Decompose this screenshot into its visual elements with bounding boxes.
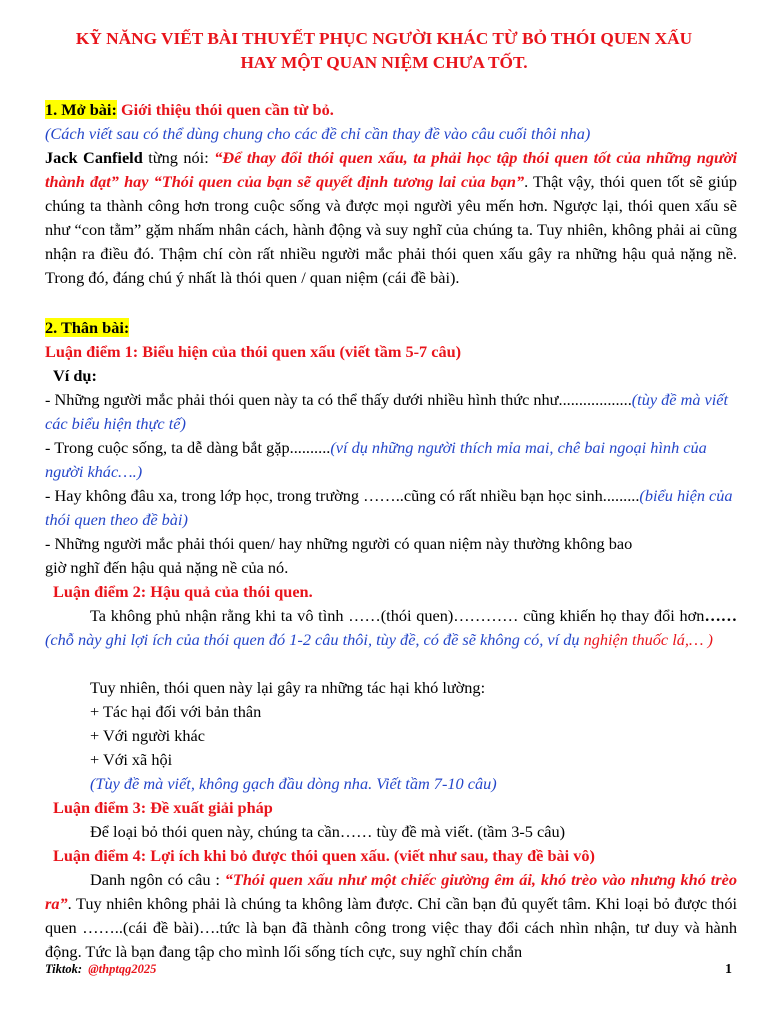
point2-para1-note-red: nghiện thuốc lá,… ) [583,630,713,649]
intro-heading: 1. Mở bài: [45,100,117,119]
point4-quote: “Thói quen xấu như một chiếc giường êm ái, khó trèo vào nhưng khó trèo ra” [45,870,737,913]
point1-heading: Luận điểm 1: Biểu hiện của thói quen xấu (viết tầm 5-7 câu) [45,342,462,361]
point2-para1-note: (chỗ này ghi lợi ích của thói quen đó 1-2 câu thôi, tùy đề, có đề sẽ không có, ví dụ [45,630,584,649]
point1-item-3-text: - Hay không đâu xa, trong lớp học, trong trường ……..cũng có rất nhiều bạn học sinh......... [45,486,640,505]
title-line-1: KỸ NĂNG VIẾT BÀI THUYẾT PHỤC NGƯỜI KHÁC TỪ BỎ THÓI QUEN XẤU [75,29,693,48]
point3-text: Để loại bỏ thói quen này, chúng ta cần…… tùy đề mà viết. (tầm 3-5 câu) [90,822,566,841]
point1-item-4 [45,532,737,580]
body-heading: 2. Thân bài: [45,318,130,337]
point1-item-2 [45,436,737,484]
point2-heading: Luận điểm 2: Hậu quả của thói quen. [53,582,313,601]
intro-paragraph [45,146,737,290]
intro-quote: “Để thay đổi thói quen xấu, ta phải học tập thói quen tốt của những người thành đạt” hay “Thói quen của bạn sẽ quyết định tương lai của bạn” [45,148,737,191]
point4-paragraph [45,868,737,964]
point1-item-1-text: - Những người mắc phải thói quen này ta có thể thấy dưới nhiều hình thức như.................. [45,390,632,409]
point4-rest: . Tuy nhiên không phải là chúng ta không làm được. Chỉ cần bạn đủ quyết tâm. Khi loại bỏ được thói quen ……..(cái đề bài)….tức là bạn đã thành công trong việc thay đổi cách nhìn nhận, tư duy và hành động. Tức là bạn đang tập cho mình lối sống tích cực, suy nghĩ chín chắn [45,894,737,961]
point1-item-3-note: (biểu hiện của thói quen theo đề bài) [45,486,733,529]
intro-rest: . Thật vậy, thói quen tốt sẽ giúp chúng ta thành công hơn trong cuộc sống và được mọi người yêu mến hơn. Ngược lại, thói quen xấu sẽ như “con tằm” gặm nhấm nhân cách, hành động và suy nghĩ của chúng ta. Tuy nhiên, không phải ai cũng nhận ra điều đó. Thậm chí còn rất nhiều người mắc phải thói quen xấu gây ra những hậu quả nặng nề. Trong đó, đáng chú ý nhất là thói quen / quan niệm (cái đề bài). [45,172,737,287]
point2-bullet-2: + Với người khác [90,726,205,745]
point3-heading: Luận điểm 3: Đề xuất giải pháp [53,798,273,817]
body-heading-line [45,316,737,340]
point1-item-2-text: - Trong cuộc sống, ta dễ dàng bắt gặp.......... [45,438,331,457]
example-label: Ví dụ: [53,366,97,385]
point1-item-3 [45,484,737,532]
document-title [40,27,728,75]
intro-heading-desc: Giới thiệu thói quen cần từ bỏ. [116,100,334,119]
point4-lead: Danh ngôn có câu : [90,870,225,889]
page-number: 1 [725,962,732,977]
point1-item-4-line-2: giờ nghĩ đến hậu quả nặng nề của nó. [45,558,289,577]
point2-bullet-1: + Tác hại đối với bản thân [90,702,262,721]
quote-author: Jack Canfield [45,148,143,167]
point2-para1-dots: …… [704,606,737,625]
footer-handle: @thptqg2025 [88,962,157,976]
point4-heading: Luận điểm 4: Lợi ích khi bỏ được thói quen xấu. (viết như sau, thay đề bài vô) [53,846,595,865]
point2-note: (Tùy đề mà viết, không gạch đầu dòng nha. Viết tầm 7-10 câu) [90,774,497,793]
point1-item-1 [45,388,737,436]
point1-item-4-line-1: - Những người mắc phải thói quen/ hay những người có quan niệm này thường không bao [45,534,633,553]
point2-para1-text: Ta không phủ nhận rằng khi ta vô tình ……(thói quen)………… cũng khiến họ thay đổi hơn [90,606,705,625]
point2-bullet-3: + Với xã hội [90,750,173,769]
intro-said: từng nói: [142,148,215,167]
title-line-2: HAY MỘT QUAN NIỆM CHƯA TỐT. [240,53,528,72]
footer-label: Tiktok: [45,962,83,976]
intro-note: (Cách viết sau có thể dùng chung cho các đề chỉ cần thay đề vào câu cuối thôi nha) [45,124,591,143]
intro-heading-line [45,98,737,122]
point1-item-1-note: (tùy đề mà viết các biểu hiện thực tế) [45,390,729,433]
point1-item-2-note: (ví dụ những người thích mỉa mai, chê bai ngoại hình của người khác….) [45,438,707,481]
point2-paragraph-1 [45,604,737,652]
point2-paragraph-2: Tuy nhiên, thói quen này lại gây ra những tác hại khó lường: [90,678,486,697]
page-footer [45,962,732,977]
